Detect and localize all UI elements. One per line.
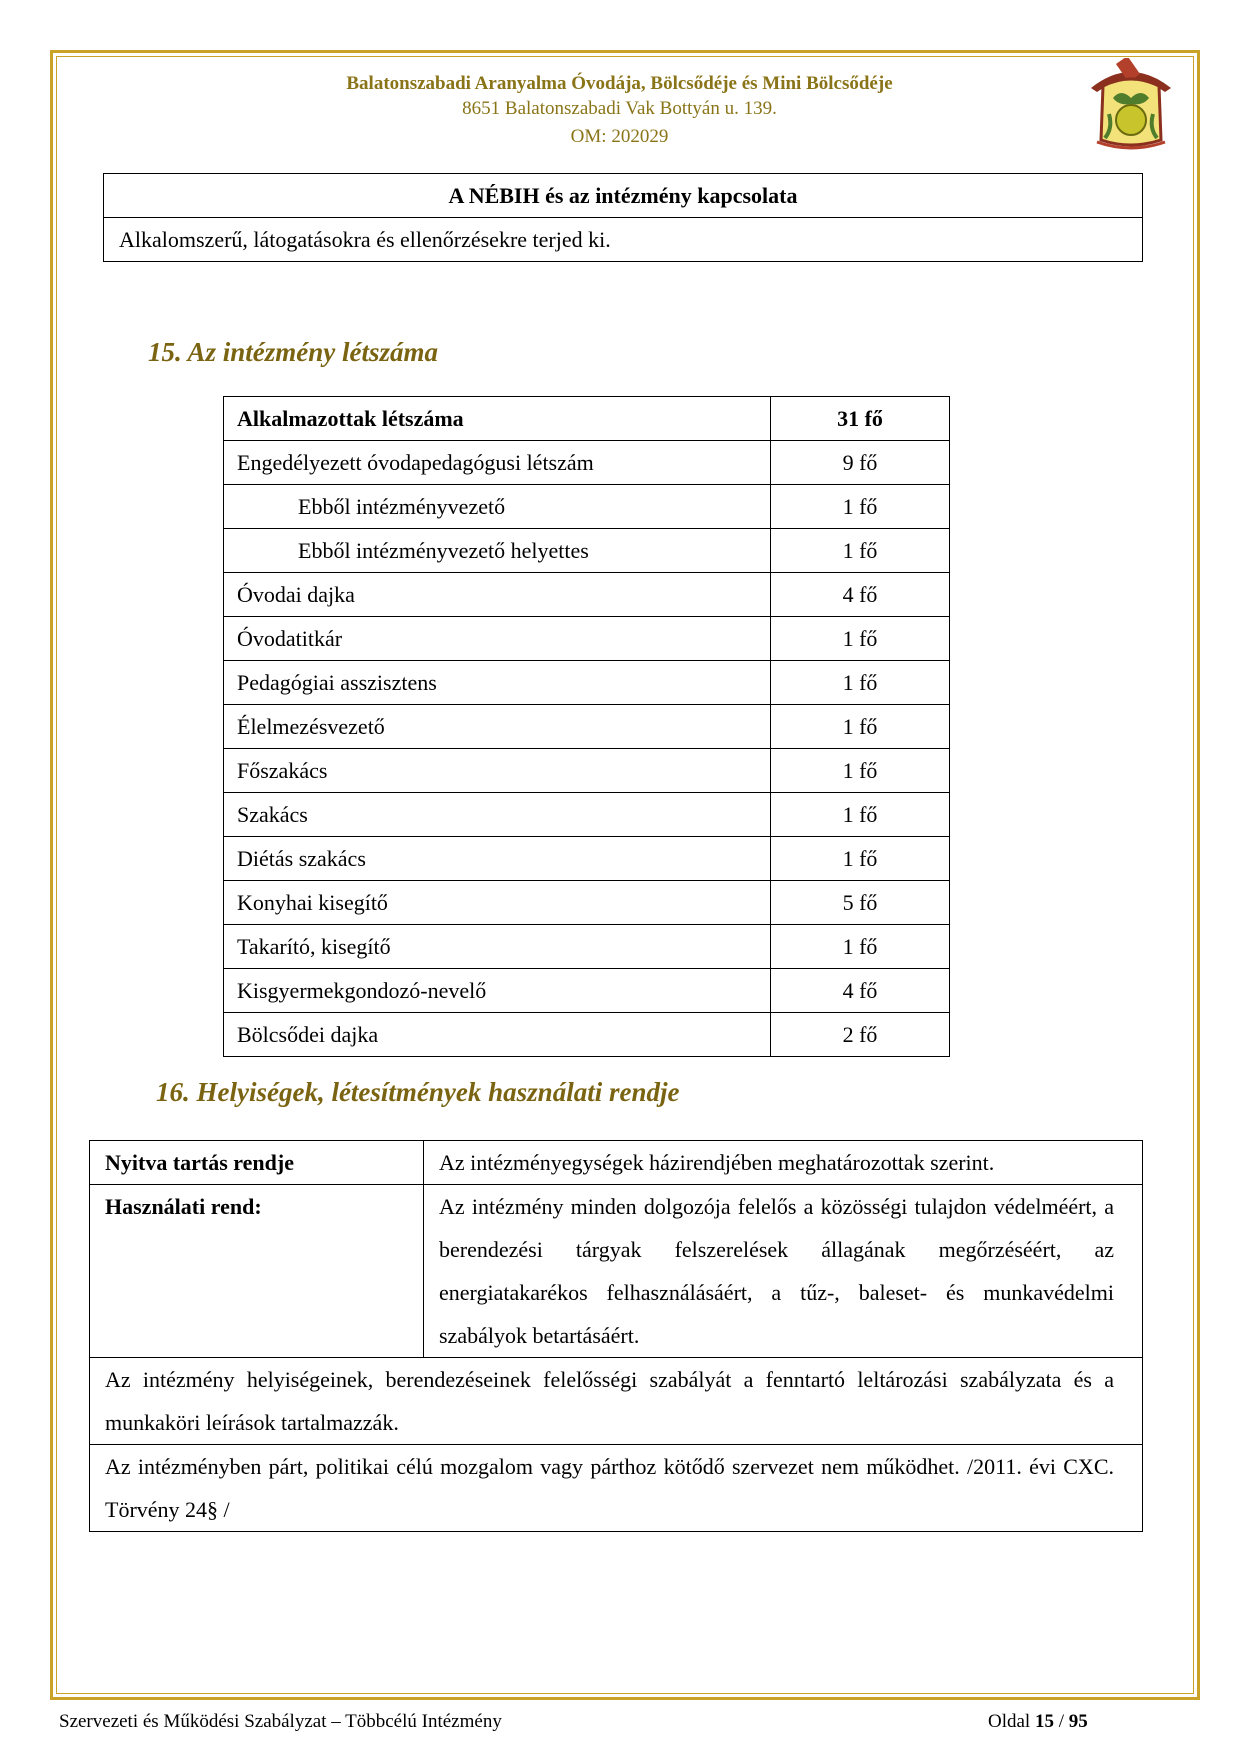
- staff-value: 1 fő: [771, 661, 950, 705]
- staff-label: Konyhai kisegítő: [224, 881, 771, 925]
- staff-label: Engedélyezett óvodapedagógusi létszám: [224, 441, 771, 485]
- table-row: [90, 1185, 1143, 1358]
- staff-label: Pedagógiai asszisztens: [224, 661, 771, 705]
- staff-value: 1 fő: [771, 925, 950, 969]
- table-row: [90, 1358, 1143, 1445]
- nebih-title: A NÉBIH és az intézmény kapcsolata: [104, 174, 1143, 218]
- staff-value: 4 fő: [771, 969, 950, 1013]
- table-row: [224, 485, 950, 529]
- staff-label: Bölcsődei dajka: [224, 1013, 771, 1057]
- page-total: 95: [1068, 1711, 1088, 1732]
- usage-text: Az intézmény minden dolgozója felelős a közösségi tulajdon védelméért, a berendezési tárgyak felszerelések állagának megőrzéséért, az energiatakarékos felhasználásáért, a tűz-, baleset- és munkavédelmi szabályok betartásáért.: [424, 1185, 1143, 1358]
- table-row: [224, 793, 950, 837]
- header-institution: Balatonszabadi Aranyalma Óvodája, Bölcsődéje és Mini Bölcsődéje: [346, 73, 893, 94]
- table-row: [104, 218, 1143, 262]
- staff-label: Ebből intézményvezető: [224, 485, 771, 529]
- staff-label: Élelmezésvezető: [224, 705, 771, 749]
- usage-label: Használati rend:: [90, 1185, 424, 1358]
- table-row: [224, 661, 950, 705]
- footer-page-number: [988, 1711, 1088, 1733]
- nebih-text: Alkalomszerű, látogatásokra és ellenőrzésekre terjed ki.: [104, 218, 1143, 262]
- staff-label: Főszakács: [224, 749, 771, 793]
- staff-header-value: 31 fő: [771, 397, 950, 441]
- staff-value: 1 fő: [771, 705, 950, 749]
- staff-value: 1 fő: [771, 749, 950, 793]
- staff-header-label: Alkalmazottak létszáma: [224, 397, 771, 441]
- table-row: [224, 837, 950, 881]
- table-row: [224, 749, 950, 793]
- table-row: [224, 573, 950, 617]
- staff-value: 2 fő: [771, 1013, 950, 1057]
- section-16-heading: 16. Helyiségek, létesítmények használati rendje: [156, 1077, 680, 1107]
- header-om: OM: 202029: [570, 126, 669, 147]
- staff-value: 4 fő: [771, 573, 950, 617]
- table-row: [224, 881, 950, 925]
- nebih-table: [103, 173, 1143, 262]
- staff-value: 1 fő: [771, 617, 950, 661]
- staff-label: Ebből intézményvezető helyettes: [224, 529, 771, 573]
- table-row: [90, 1141, 1143, 1185]
- staff-label: Óvodai dajka: [224, 573, 771, 617]
- usage-table: [89, 1140, 1143, 1532]
- footer-document-title: Szervezeti és Működési Szabályzat – Többcélú Intézmény: [59, 1711, 502, 1732]
- table-row: [224, 705, 950, 749]
- staff-value: 9 fő: [771, 441, 950, 485]
- header-address: 8651 Balatonszabadi Vak Bottyán u. 139.: [462, 98, 777, 119]
- table-row: [224, 441, 950, 485]
- table-row: [224, 529, 950, 573]
- table-row: [224, 617, 950, 661]
- table-row: [224, 1013, 950, 1057]
- staff-label: Óvodatitkár: [224, 617, 771, 661]
- table-row: [224, 969, 950, 1013]
- opening-label: Nyitva tartás rendje: [90, 1141, 424, 1185]
- responsibility-text: Az intézmény helyiségeinek, berendezéseinek felelősségi szabályát a fenntartó leltározási szabályzata és a munkaköri leírások tartalmazzák.: [90, 1358, 1143, 1445]
- table-row: [104, 174, 1143, 218]
- politics-text: Az intézményben párt, politikai célú mozgalom vagy párthoz kötődő szervezet nem működhet. /2011. évi CXC. Törvény 24§ /: [90, 1445, 1143, 1532]
- staff-value: 1 fő: [771, 529, 950, 573]
- staff-value: 1 fő: [771, 793, 950, 837]
- staff-label: Diétás szakács: [224, 837, 771, 881]
- staff-value: 1 fő: [771, 837, 950, 881]
- page-prefix: Oldal: [988, 1711, 1035, 1732]
- table-row: [224, 925, 950, 969]
- staff-table: [223, 396, 950, 1057]
- table-header-row: [224, 397, 950, 441]
- institution-logo: [1083, 58, 1179, 150]
- page-separator: /: [1053, 1711, 1069, 1732]
- page-current: 15: [1034, 1711, 1054, 1732]
- staff-value: 1 fő: [771, 485, 950, 529]
- opening-text: Az intézményegységek házirendjében meghatározottak szerint.: [424, 1141, 1143, 1185]
- table-row: [90, 1445, 1143, 1532]
- staff-label: Takarító, kisegítő: [224, 925, 771, 969]
- section-15-heading: 15. Az intézmény létszáma: [148, 337, 439, 367]
- staff-label: Kisgyermekgondozó-nevelő: [224, 969, 771, 1013]
- staff-label: Szakács: [224, 793, 771, 837]
- staff-value: 5 fő: [771, 881, 950, 925]
